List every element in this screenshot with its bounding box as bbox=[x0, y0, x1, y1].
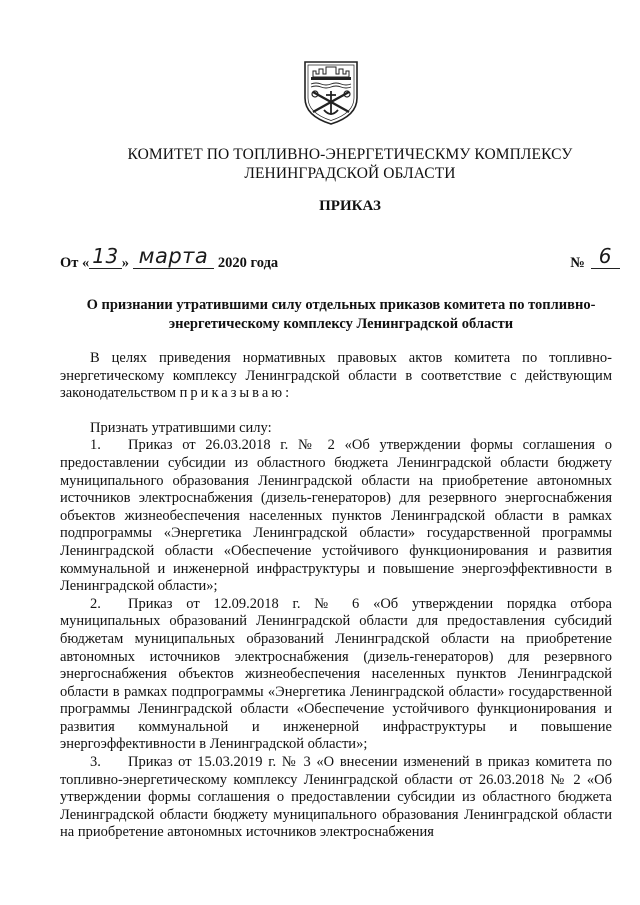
org-line-1: КОМИТЕТ ПО ТОПЛИВНО-ЭНЕРГЕТИЧЕСКМУ КОМПЛЕКСУ bbox=[127, 146, 573, 163]
number-handwritten: 6 bbox=[591, 244, 620, 269]
date-prefix: От « bbox=[60, 255, 90, 271]
date-month-handwritten: марта bbox=[133, 244, 215, 269]
list-item-number: 1. bbox=[90, 437, 101, 454]
date-day-handwritten: 13 bbox=[89, 244, 121, 269]
document-body bbox=[60, 350, 612, 842]
date-mid: » bbox=[121, 255, 129, 271]
heading-line-2: энергетическому комплексу Ленинградской области bbox=[168, 316, 514, 332]
list-item-text: Приказ от 12.09.2018 г. № 6 «Об утверждении порядка отбора муниципальных образований Ленинградской области для предоставления субсидий бюджетам муниципальных образований Ленинградской области на приобретение автономных источников электроснабжения (дизель-генераторов) для резервного энергоснабжения объектов жизнеобеспечения населенных пунктов Ленинградской области в рамках подпрограммы «Энергетика Ленинградской области» государственной программы Ленинградской области «Обеспечение устойчивого функционирования и развития коммунальной и инженерной инфраструктуры и повышение энергоэффективности в Ленинградской области»; bbox=[60, 595, 612, 753]
document-type: ПРИКАЗ bbox=[319, 198, 381, 214]
preamble-text: В целях приведения нормативных правовых актов комитета по топливно-энергетическому комплексу Ленинградской области в соответствие с действующим законодательством bbox=[60, 350, 612, 402]
date-year: 2020 года bbox=[217, 255, 279, 271]
coat-of-arms-icon bbox=[301, 58, 361, 126]
date-number-line bbox=[60, 244, 620, 272]
preamble-command: приказываю: bbox=[179, 385, 293, 402]
lead-in-paragraph: Признать утратившими силу: bbox=[90, 419, 272, 436]
list-item bbox=[60, 437, 612, 595]
list-item bbox=[60, 596, 612, 754]
document-number bbox=[570, 244, 620, 273]
list-item bbox=[60, 754, 612, 842]
list-item-text: Приказ от 26.03.2018 г. № 2 «Об утверждении формы соглашения о предоставлении субсидии из областного бюджета Ленинградской области бюджету муниципального образования Ленинградской области на приобретение автономных источников электроснабжения (дизель-генераторов) для резервного энергоснабжения объектов жизнеобеспечения населенных пунктов Ленинградской области в рамках подпрограммы «Энергетика Ленинградской области» государственной программы Ленинградской области «Обеспечение устойчивого функционирования и развития коммунальной и инженерной инфраструктуры и повышение энергоэффективности в Ленинградской области»; bbox=[60, 437, 612, 595]
org-line-2: ЛЕНИНГРАДСКОЙ ОБЛАСТИ bbox=[244, 165, 456, 182]
document-heading bbox=[60, 296, 622, 334]
preamble-paragraph bbox=[60, 350, 612, 403]
organization-name bbox=[60, 145, 640, 183]
date-field bbox=[60, 244, 279, 273]
heading-line-1: О признании утратившими силу отдельных приказов комитета по топливно- bbox=[86, 297, 596, 313]
number-label: № bbox=[570, 255, 585, 271]
list-item-number: 2. bbox=[90, 595, 101, 612]
list-item-text: Приказ от 15.03.2019 г. № 3 «О внесении изменений в приказ комитета по топливно-энергетическому комплексу Ленинградской области от 26.03.2018 № 2 «Об утверждении формы соглашения о предоставлении субсидии из областного бюджета Ленинградской области бюджету муниципального образования Ленинградской области на приобретение автономных источников электроснабжения bbox=[60, 754, 612, 841]
list-item-number: 3. bbox=[90, 754, 101, 771]
